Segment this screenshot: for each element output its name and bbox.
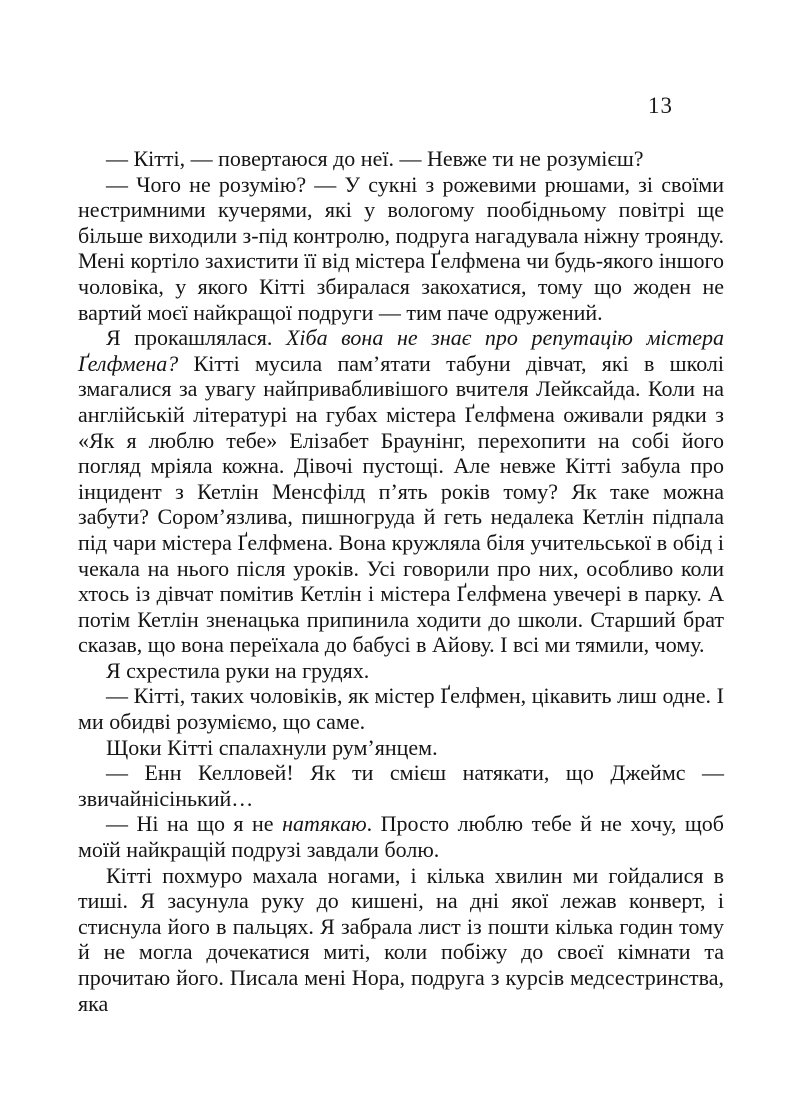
paragraph-dialogue-1 bbox=[78, 146, 724, 172]
page-number: 13 bbox=[648, 93, 673, 118]
paragraph-narration-2 bbox=[78, 658, 724, 684]
paragraph-dialogue-5 bbox=[78, 811, 724, 862]
paragraph-dialogue-3 bbox=[78, 683, 724, 734]
text-run: — Кітті, — повертаюся до неї. — Невже ти не розумієш? bbox=[106, 146, 644, 171]
text-run: Кітті похмуро махала ногами, і кілька хвилин ми гойдалися в тиші. Я засунула руку до кишені, на дні якої лежав конверт, і стиснула його в пальцях. Я забрала лист із пошти кілька годин тому й не могла дочекатися миті, коли побіжу до своєї кімнати та прочитаю його. Писала мені Нора, подруга з курсів медсестринства, яка bbox=[78, 862, 724, 1016]
text-run: — Ні на що я не bbox=[106, 811, 283, 837]
paragraph-dialogue-2 bbox=[78, 172, 724, 326]
text-run-italic: Хіба вона не знає про репутацію містера Ґелфмена? bbox=[78, 325, 725, 376]
paragraph-narration-1 bbox=[78, 325, 724, 658]
text-run: — Кітті, таких чоловіків, як містер Ґелфмен, цікавить лиш одне. І ми обидві розуміємо, що саме. bbox=[78, 683, 724, 735]
text-run-italic: натякаю bbox=[282, 811, 367, 837]
paragraph-narration-4 bbox=[78, 863, 724, 1017]
paragraph-narration-3 bbox=[78, 735, 724, 761]
text-run: — Чого не розумію? — У сукні з рожевими рюшами, зі своїми нестримними кучерями, які у вологому пообідньому повітрі ще більше виходили з-під контролю, подруга нагадувала ніжну троянду. Мені кортіло захистити її від містера Ґелфмена чи будь-якого іншого чоловіка, у якого Кітті збиралася закохатися, тому що жоден не вартий моєї найкращої подруги — тим паче одружений. bbox=[78, 171, 724, 325]
text-run: Я схрестила руки на грудях. bbox=[106, 657, 370, 683]
text-run: . Просто люблю тебе й не хочу, щоб моїй найкращій подрузі завдали болю. bbox=[78, 811, 725, 863]
text-run: — Енн Келловей! Як ти смієш натякати, що Джеймс — звичайнісінький… bbox=[78, 760, 724, 811]
body-text bbox=[78, 146, 724, 1016]
text-run: Кітті мусила пам’ятати табуни дівчат, які в школі змагалися за увагу найпривабливішого вчителя Лейксайда. Коли на англійській літературі на губах містера Ґелфмена оживали рядки з «Як я люблю тебе» Елізабет Браунінг, перехопити на собі його погляд мріяла кожна. Дівочі пустощі. Але невже Кітті забула про інцидент з Кетлін Менсфілд п’ять років тому? Як таке можна забути? Сором’язлива, пишногруда й геть недалека Кетлін підпала під чари містера Ґелфмена. Вона кружляла біля учительської в обід і чекала на нього після уроків. Усі говорили про них, особливо коли хтось із дівчат помітив Кетлін і містера Ґелфмена увечері в парку. А потім Кетлін зненацька припинила ходити до школи. Старший брат сказав, що вона переїхала до бабусі в Айову. І всі ми тямили, чому. bbox=[78, 350, 724, 658]
paragraph-dialogue-4 bbox=[78, 760, 724, 811]
text-run: Я прокашлялася. bbox=[106, 325, 286, 351]
text-run: Щоки Кітті спалахнули рум’янцем. bbox=[106, 734, 438, 760]
